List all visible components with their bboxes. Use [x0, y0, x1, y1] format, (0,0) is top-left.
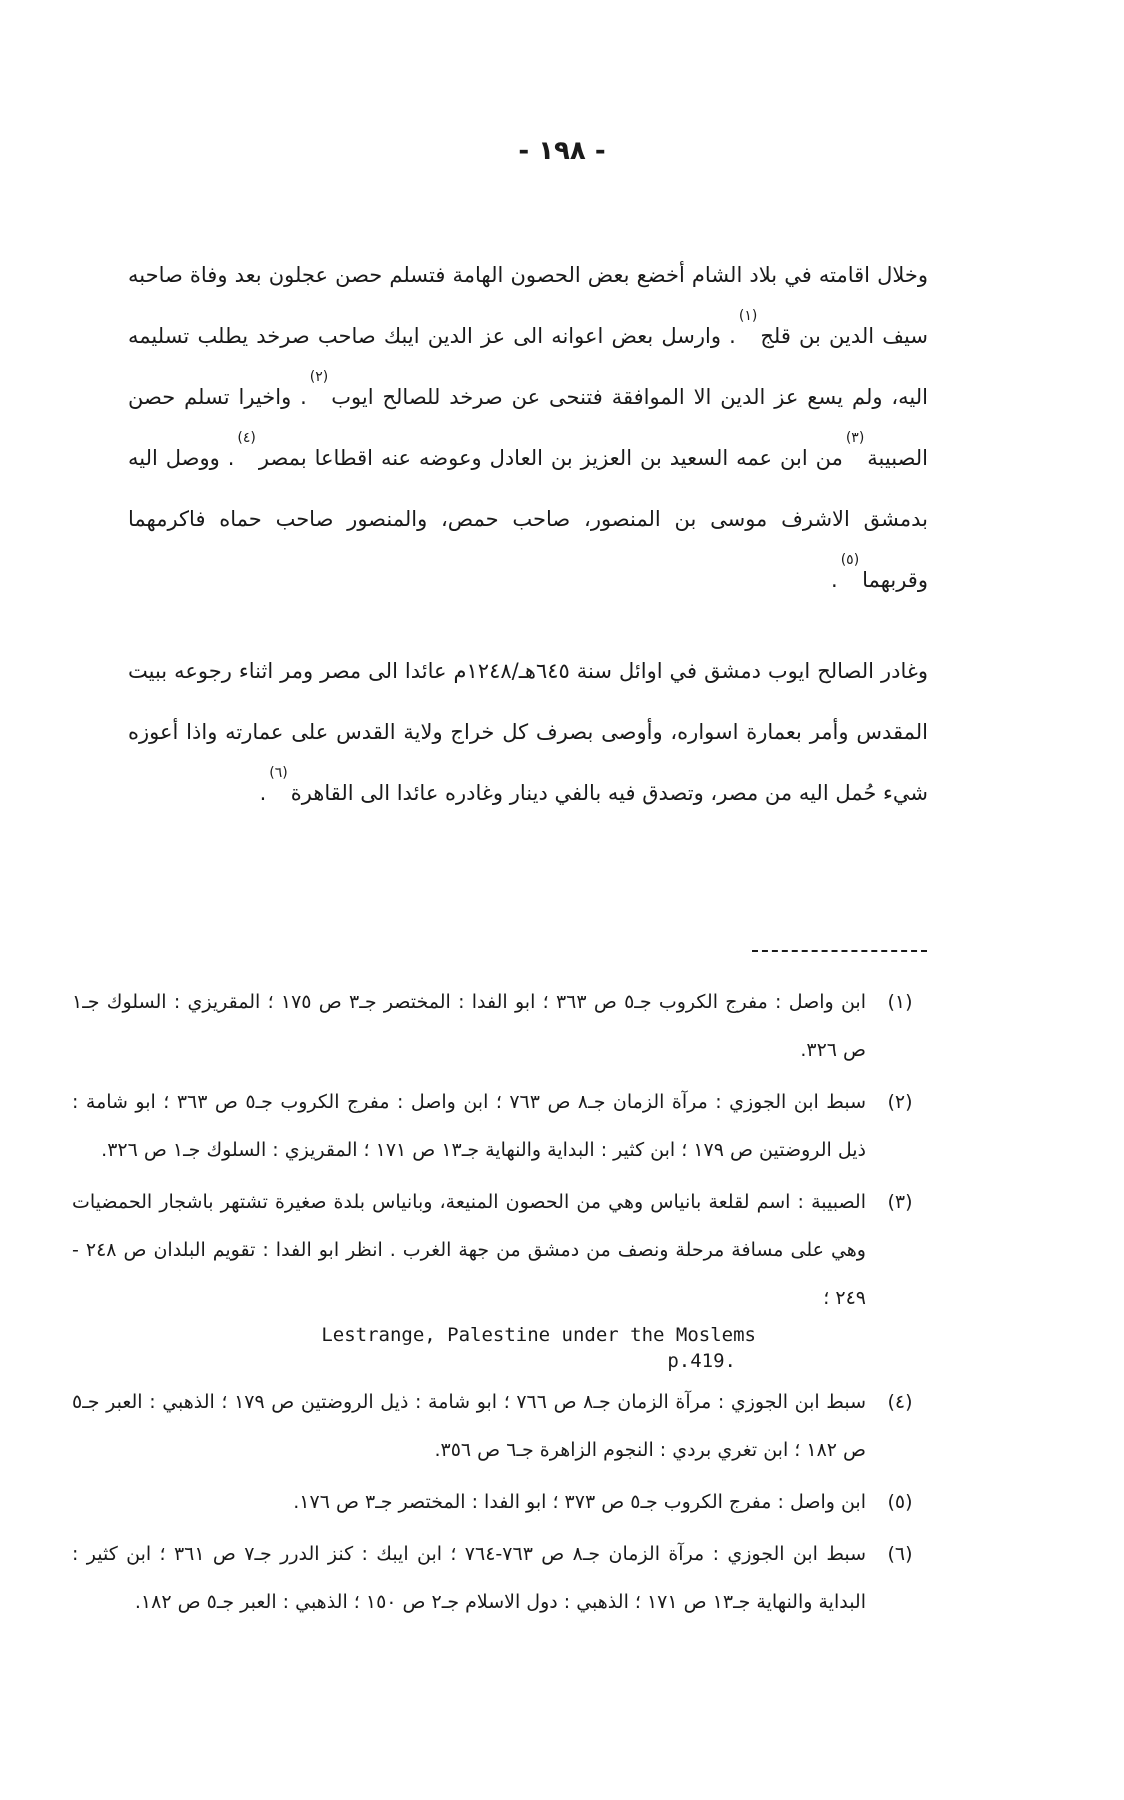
paragraph-end: . [259, 781, 267, 805]
footnotes [72, 978, 934, 1630]
footnote-1 [72, 978, 934, 1074]
paragraph-text: من ابن عمه السعيد بن العزيز بن العادل وعوضه عنه اقطاعا بمصر [258, 446, 843, 470]
footnote-number: (١) [887, 991, 913, 1013]
page-number: - ١٩٨ - [518, 136, 606, 166]
paragraph-text: وخلال اقامته في بلاد الشام أخضع بعض الحصون الهامة فتسلم حصن عجلون بعد وفاة صاحبه سيف الدين بن قلج [128, 263, 928, 348]
footnote-latin-citation: Lestrange, Palestine under the Moslems [321, 1324, 756, 1346]
paragraph-text: وغادر الصالح ايوب دمشق في اوائل سنة ٦٤٥هـ/١٢٤٨م عائدا الى مصر ومر اثناء رجوعه ببيت المقدس وأمر بعمارة اسواره، وأوصى بصرف كل خراج ولاية القدس على عمارته واذا أعوزه شيء حُمل اليه من مصر، وتصدق فيه بالفي دينار وغادره عائدا الى القاهرة [128, 659, 928, 805]
footnote-latin-page: p.419. [667, 1350, 736, 1372]
paragraph-2 [128, 641, 928, 824]
paragraph-text: . واخيرا تسلم حصن الصبيبة [128, 385, 929, 470]
paragraph-text: . وارسل بعض اعوانه الى عز الدين ايبك صاحب صرخد يطلب تسليمه اليه، ولم يسع عز الدين الا الموافقة فتنحى عن صرخد للصالح ايوب [128, 324, 928, 409]
footnote-arabic-text: الصبيبة : اسم لقلعة بانياس وهي من الحصون المنيعة، وبانياس بلدة صغيرة تشتهر باشجار الحمضيات وهي على مسافة مرحلة ونصف من دمشق من جهة الغرب . انظر ابو الفدا : تقويم البلدان ص ٢٤٨ - ٢٤٩ ؛ [72, 1191, 866, 1309]
paragraph-1 [128, 245, 928, 611]
footnote-reference-3[interactable]: (٣) [845, 430, 865, 446]
footnote-4 [72, 1378, 934, 1474]
footnote-text: سبط ابن الجوزي : مرآة الزمان جـ٨ ص ٧٦٣-٧٦٤ ؛ ابن ايبك : كنز الدرر جـ٧ ص ٣٦١ ؛ ابن كثير : البداية والنهاية جـ١٣ ص ١٧١ ؛ الذهبي : دول الاسلام جـ٢ ص ١٥٠ ؛ الذهبي : العبر جـ٥ ص ١٨٢. [72, 1543, 867, 1613]
footnote-reference-6[interactable]: (٦) [269, 765, 288, 781]
paragraph-text: . ووصل اليه بدمشق الاشرف موسى بن المنصور، صاحب حمص، والمنصور صاحب حماه فاكرمهما وقربهما [128, 446, 928, 592]
footnote-separator [752, 950, 927, 952]
main-text [128, 245, 928, 824]
footnote-number: (٤) [887, 1391, 913, 1413]
footnote-6 [72, 1530, 934, 1626]
footnote-number: (٣) [887, 1191, 913, 1213]
footnote-5 [72, 1478, 934, 1526]
footnote-2 [72, 1078, 934, 1174]
footnote-text: ابن واصل : مفرج الكروب جـ٥ ص ٣٦٣ ؛ ابو الفدا : المختصر جـ٣ ص ١٧٥ ؛ المقريزي : السلوك جـ١ ص ٣٢٦. [72, 991, 866, 1061]
footnote-number: (٢) [887, 1091, 913, 1113]
footnote-reference-4[interactable]: (٤) [237, 430, 256, 446]
footnote-reference-1[interactable]: (١) [738, 308, 758, 324]
footnote-reference-2[interactable]: (٢) [309, 369, 329, 385]
footnote-reference-5[interactable]: (٥) [840, 552, 860, 568]
footnote-number: (٥) [887, 1491, 913, 1513]
footnote-3 [72, 1178, 934, 1374]
footnote-text [72, 1178, 866, 1374]
footnote-text: سبط ابن الجوزي : مرآة الزمان جـ٨ ص ٧٦٦ ؛ ابو شامة : ذيل الروضتين ص ١٧٩ ؛ الذهبي : العبر جـ٥ ص ١٨٢ ؛ ابن تغري بردي : النجوم الزاهرة جـ٦ ص ٣٥٦. [72, 1391, 866, 1461]
paragraph-end: . [831, 568, 838, 592]
footnote-text: ابن واصل : مفرج الكروب جـ٥ ص ٣٧٣ ؛ ابو الفدا : المختصر جـ٣ ص ١٧٦. [293, 1491, 866, 1513]
footnote-text: سبط ابن الجوزي : مرآة الزمان جـ٨ ص ٧٦٣ ؛ ابن واصل : مفرج الكروب جـ٥ ص ٣٦٣ ؛ ابو شامة : ذيل الروضتين ص ١٧٩ ؛ ابن كثير : البداية والنهاية جـ١٣ ص ١٧١ ؛ المقريزي : السلوك جـ١ ص ٣٢٦. [72, 1091, 866, 1161]
footnote-number: (٦) [887, 1543, 913, 1565]
